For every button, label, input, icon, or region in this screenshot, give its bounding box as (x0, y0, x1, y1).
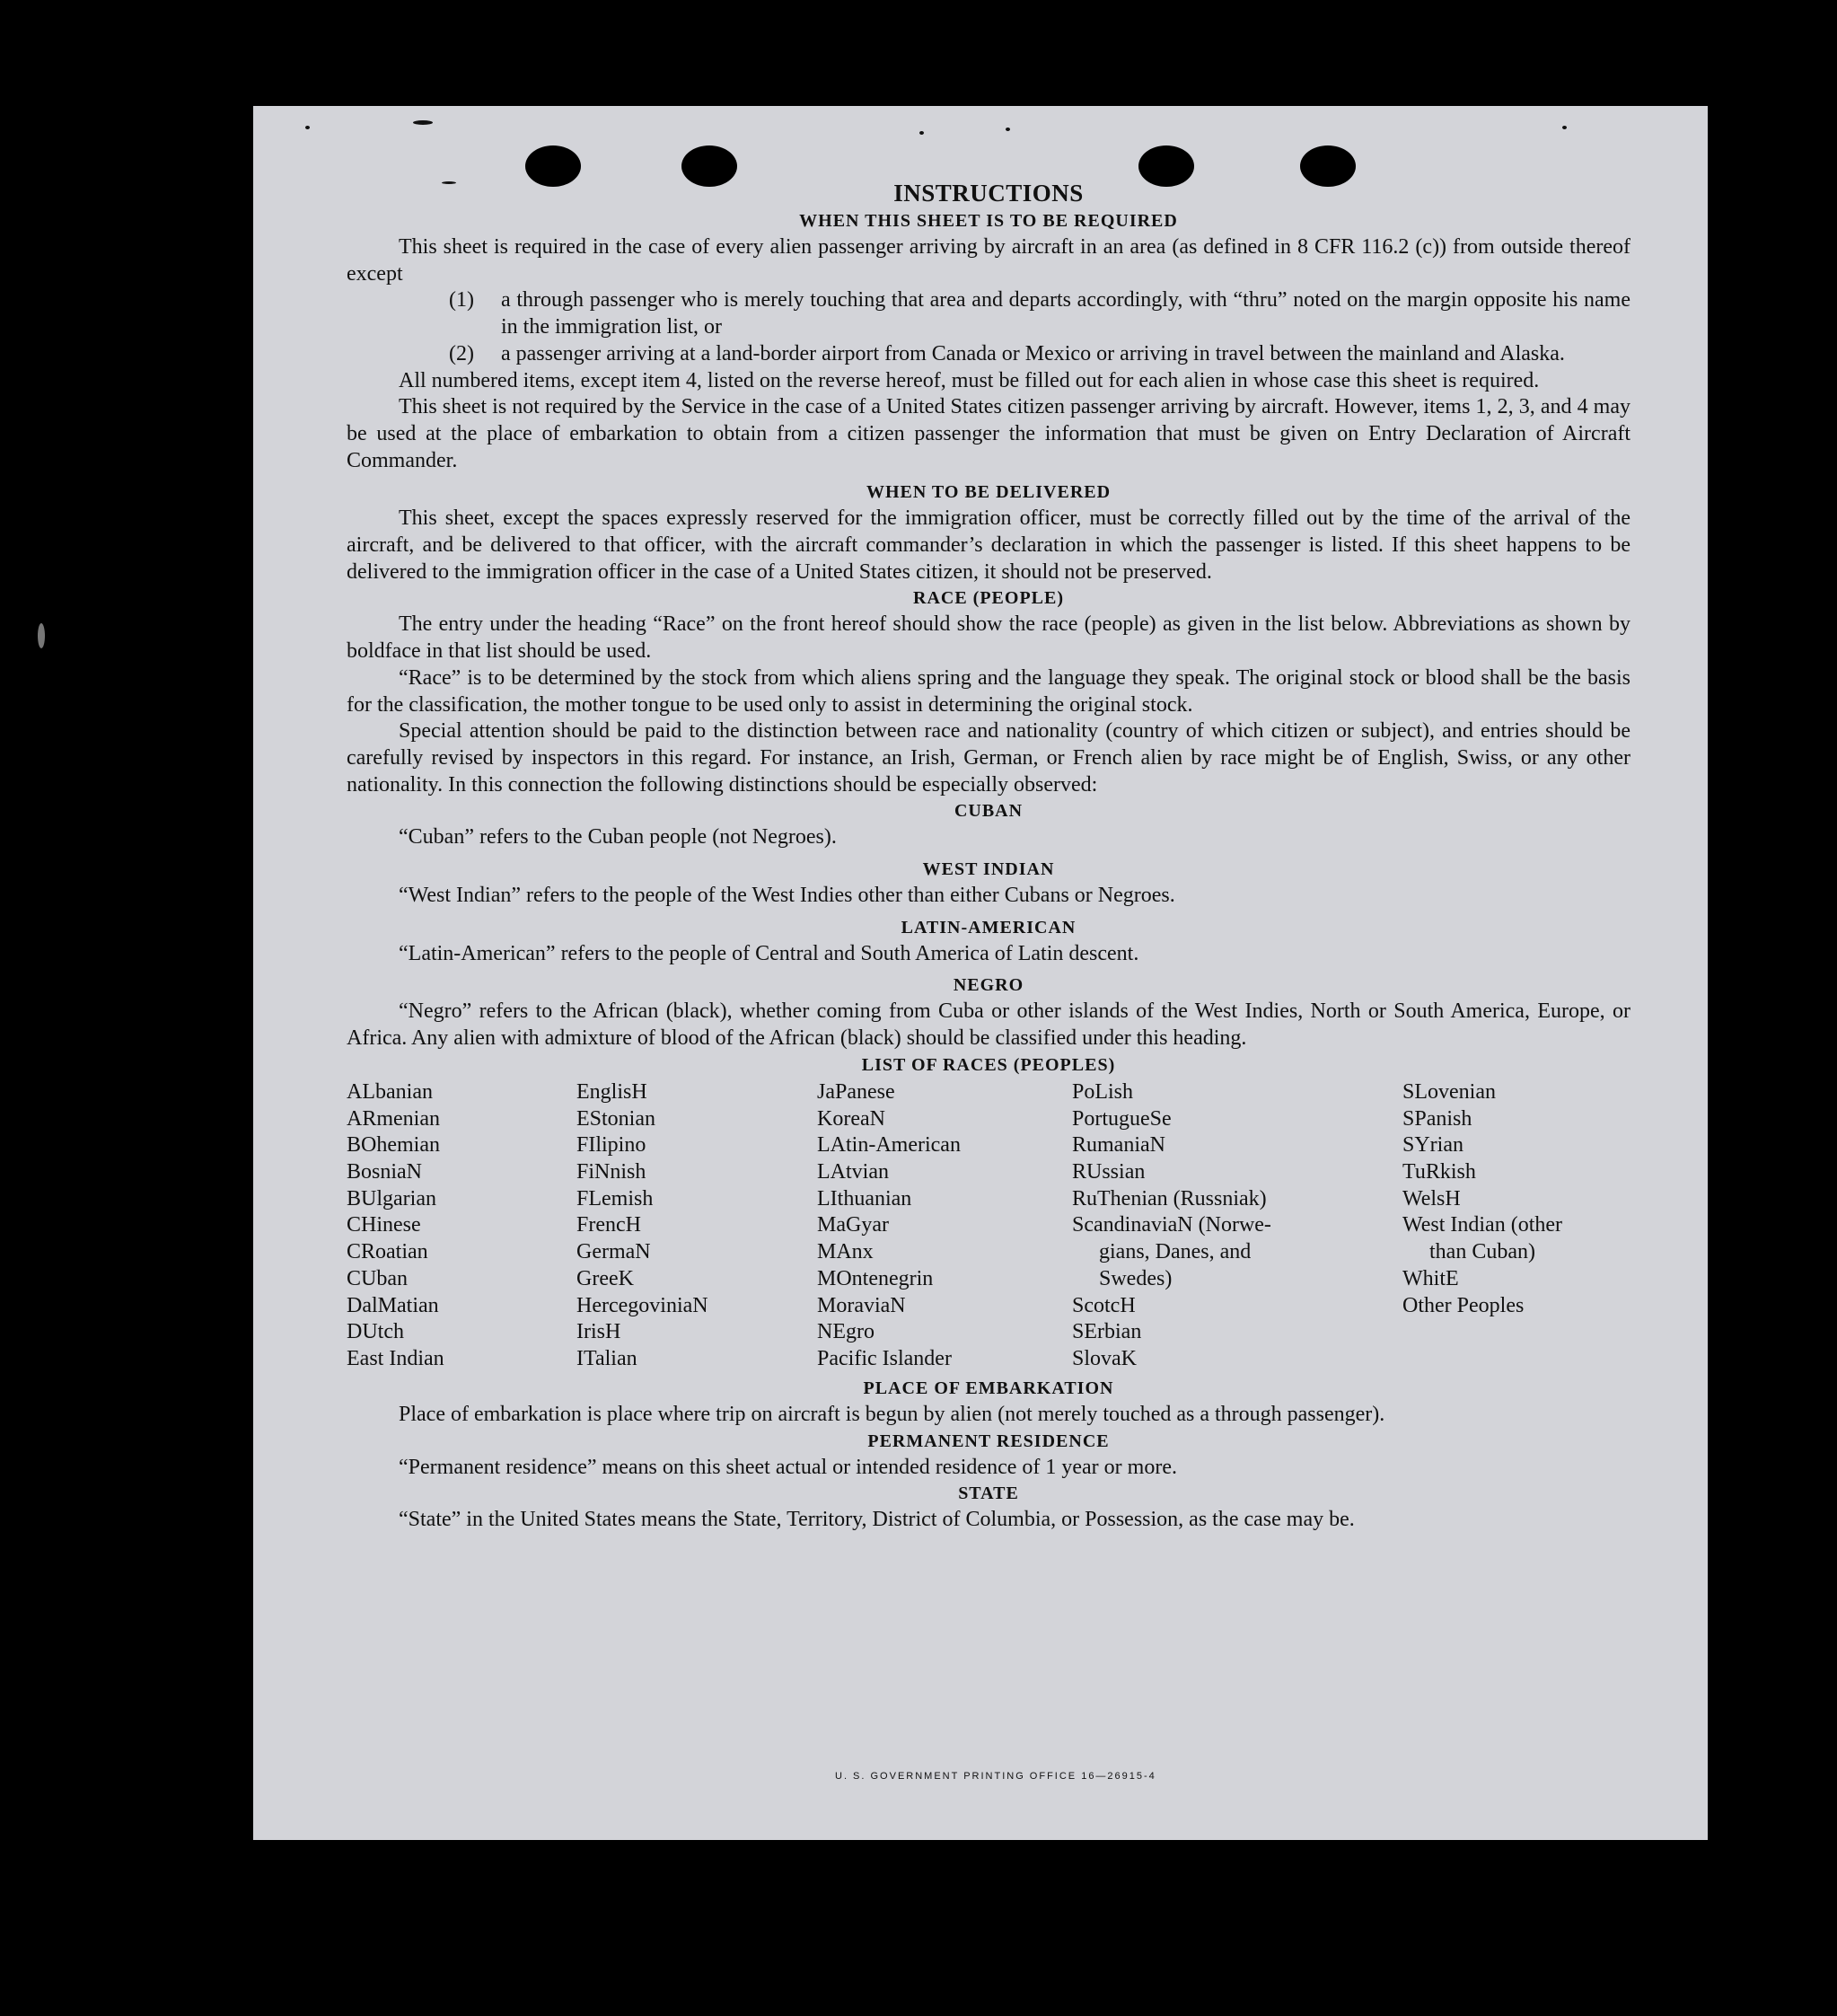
race-item: Pacific Islander (817, 1346, 952, 1370)
page-title: INSTRUCTIONS (893, 180, 1084, 207)
paragraph: The entry under the heading “Race” on the front hereof should show the race (people) as given in the list below. Abbreviations as shown by boldface in that list should be used. (347, 612, 1630, 664)
race-column (1402, 1079, 1562, 1319)
dust-speck (305, 126, 310, 129)
race-item: DalMatian (347, 1293, 439, 1317)
race-item: CUban (347, 1266, 408, 1290)
race-item: SPanish (1402, 1106, 1472, 1131)
race-item: PortugueSe (1072, 1106, 1172, 1131)
race-item: FrencH (576, 1213, 641, 1237)
paragraph: “West Indian” refers to the people of the West Indies other than either Cubans or Negroes. (399, 884, 1175, 908)
section-heading-list: LIST OF RACES (PEOPLES) (861, 1054, 1116, 1075)
race-item: PoLish (1072, 1079, 1134, 1104)
item-number: (2) (449, 341, 474, 365)
paragraph: Special attention should be paid to the distinction between race and nationality (country of which citizen or subject), and entries should be carefully revised by inspectors in this regard. For instance, an Irish, German, or French alien by race might be of English, Swiss, or any other nationality. In this connection the following distinctions should be especially observed: (347, 719, 1630, 797)
section-heading-required: WHEN THIS SHEET IS TO BE REQUIRED (799, 211, 1178, 231)
race-item: HercegoviniaN (576, 1293, 708, 1317)
section-heading-race: RACE (PEOPLE) (913, 588, 1064, 609)
list-item (347, 341, 1630, 368)
race-item: BOhemian (347, 1133, 440, 1158)
paragraph: “State” in the United States means the State, Territory, District of Columbia, or Possession, as the case may be. (399, 1508, 1355, 1532)
race-list (347, 1079, 1630, 1376)
race-item: EStonian (576, 1106, 655, 1131)
race-item: GreeK (576, 1266, 634, 1290)
dust-speck (38, 623, 45, 648)
race-item: SYrian (1402, 1133, 1463, 1158)
section-heading-residence: PERMANENT RESIDENCE (867, 1431, 1110, 1451)
dust-speck (1006, 128, 1010, 131)
paragraph: This sheet is not required by the Service in the case of a United States citizen passenger arriving by aircraft. However, items 1, 2, 3, and 4 may be used at the place of embarkation to obtain from a citizen passenger the information that must be given on Entry Declaration of Aircraft Commander. (347, 395, 1630, 472)
section-heading-state: STATE (958, 1483, 1019, 1504)
section-heading-cuban: CUBAN (954, 801, 1024, 822)
race-item: SlovaK (1072, 1346, 1137, 1370)
race-item: LAtin-American (817, 1133, 961, 1158)
paragraph: Place of embarkation is place where trip on aircraft is begun by alien (not merely touched as a through passenger). (399, 1402, 1385, 1426)
race-item: IrisH (576, 1320, 621, 1344)
race-item: LIthuanian (817, 1186, 912, 1210)
race-item: ITalian (576, 1346, 637, 1370)
race-item: EnglisH (576, 1079, 647, 1104)
race-item: ScotcH (1072, 1293, 1136, 1317)
item-text: a through passenger who is merely touching that area and departs accordingly, with “thru” noted on the margin opposite his name in the immigration list, or (501, 288, 1630, 339)
race-item: ARmenian (347, 1106, 440, 1131)
race-item: NEgro (817, 1320, 875, 1344)
race-column (817, 1079, 961, 1373)
paragraph: “Cuban” refers to the Cuban people (not Negroes). (399, 825, 837, 850)
race-item: West Indian (other (1402, 1213, 1563, 1237)
race-item: CHinese (347, 1213, 421, 1237)
race-item: RumaniaN (1072, 1133, 1165, 1158)
paragraph: All numbered items, except item 4, listed on the reverse hereof, must be filled out for each alien in whose case this sheet is required. (399, 368, 1540, 392)
section-heading-embarkation: PLACE OF EMBARKATION (863, 1378, 1114, 1398)
race-item: SErbian (1072, 1320, 1142, 1344)
race-column (347, 1079, 444, 1373)
item-text: a passenger arriving at a land-border airport from Canada or Mexico or arriving in travel between the mainland and Alaska. (501, 341, 1565, 365)
race-item: ALbanian (347, 1079, 433, 1104)
race-item: FIlipino (576, 1133, 646, 1158)
race-item: DUtch (347, 1320, 404, 1344)
section-heading-negro: NEGRO (953, 975, 1024, 996)
paragraph: This sheet, except the spaces expressly reserved for the immigration officer, must be correctly filled out by the time of the arrival of the aircraft, and be delivered to that officer, with the aircraft commander’s declaration in which the passenger is listed. If this sheet happens to be delivered to the immigration officer in the case of a United States citizen, it should not be preserved. (347, 506, 1630, 584)
paragraph: “Latin-American” refers to the people of Central and South America of Latin descent. (399, 941, 1139, 965)
race-item: RuThenian (Russniak) (1072, 1186, 1267, 1210)
race-item: BosniaN (347, 1159, 422, 1184)
document-sheet (253, 106, 1708, 1840)
paragraph: “Race” is to be determined by the stock from which aliens spring and the language they speak. The original stock or blood shall be the basis for the classification, the mother tongue to be used only to assist in determining the original stock. (347, 665, 1630, 717)
race-item: TuRkish (1402, 1159, 1476, 1184)
race-item: SLovenian (1402, 1079, 1496, 1104)
race-item-continuation: gians, Danes, and (1099, 1240, 1252, 1264)
race-item: MaGyar (817, 1213, 889, 1237)
section-heading-west-indian: WEST INDIAN (922, 859, 1055, 880)
race-item-continuation: Swedes) (1099, 1266, 1173, 1290)
race-item: GermaN (576, 1240, 651, 1264)
race-item: MOntenegrin (817, 1266, 934, 1290)
race-item: RUssian (1072, 1159, 1146, 1184)
race-item: LAtvian (817, 1159, 889, 1184)
race-item: MAnx (817, 1240, 874, 1264)
race-item: MoraviaN (817, 1293, 906, 1317)
race-column (1072, 1079, 1271, 1373)
dust-speck (1562, 126, 1567, 129)
list-item (347, 287, 1630, 340)
race-item: JaPanese (817, 1079, 895, 1104)
race-item: East Indian (347, 1346, 444, 1370)
race-item: WhitE (1402, 1266, 1459, 1290)
printer-imprint: U. S. GOVERNMENT PRINTING OFFICE 16—26915-4 (835, 1771, 1156, 1782)
dust-speck (413, 120, 433, 125)
race-item: BUlgarian (347, 1186, 436, 1210)
paragraph: “Negro” refers to the African (black), whether coming from Cuba or other islands of the West Indies, North or South America, Europe, or Africa. Any alien with admixture of blood of the African (black) should be classified under this heading. (347, 999, 1630, 1051)
section-heading-delivered: WHEN TO BE DELIVERED (866, 482, 1112, 503)
race-item: WelsH (1402, 1186, 1461, 1210)
race-item-continuation: than Cuban) (1429, 1240, 1535, 1264)
race-item: CRoatian (347, 1240, 428, 1264)
item-number: (1) (449, 288, 474, 313)
section-heading-latin-american: LATIN-AMERICAN (901, 917, 1077, 938)
race-item: FiNnish (576, 1159, 646, 1184)
dust-speck (919, 131, 924, 135)
race-item: ScandinaviaN (Norwe- (1072, 1213, 1271, 1237)
race-column (576, 1079, 708, 1373)
race-item: FLemish (576, 1186, 654, 1210)
instructions-body (347, 178, 1630, 1534)
race-item: Other Peoples (1402, 1293, 1525, 1317)
paragraph: “Permanent residence” means on this sheet actual or intended residence of 1 year or more. (399, 1455, 1177, 1479)
paragraph: This sheet is required in the case of every alien passenger arriving by aircraft in an area (as defined in 8 CFR 116.2 (c)) from outside thereof except (347, 235, 1630, 286)
race-item: KoreaN (817, 1106, 885, 1131)
